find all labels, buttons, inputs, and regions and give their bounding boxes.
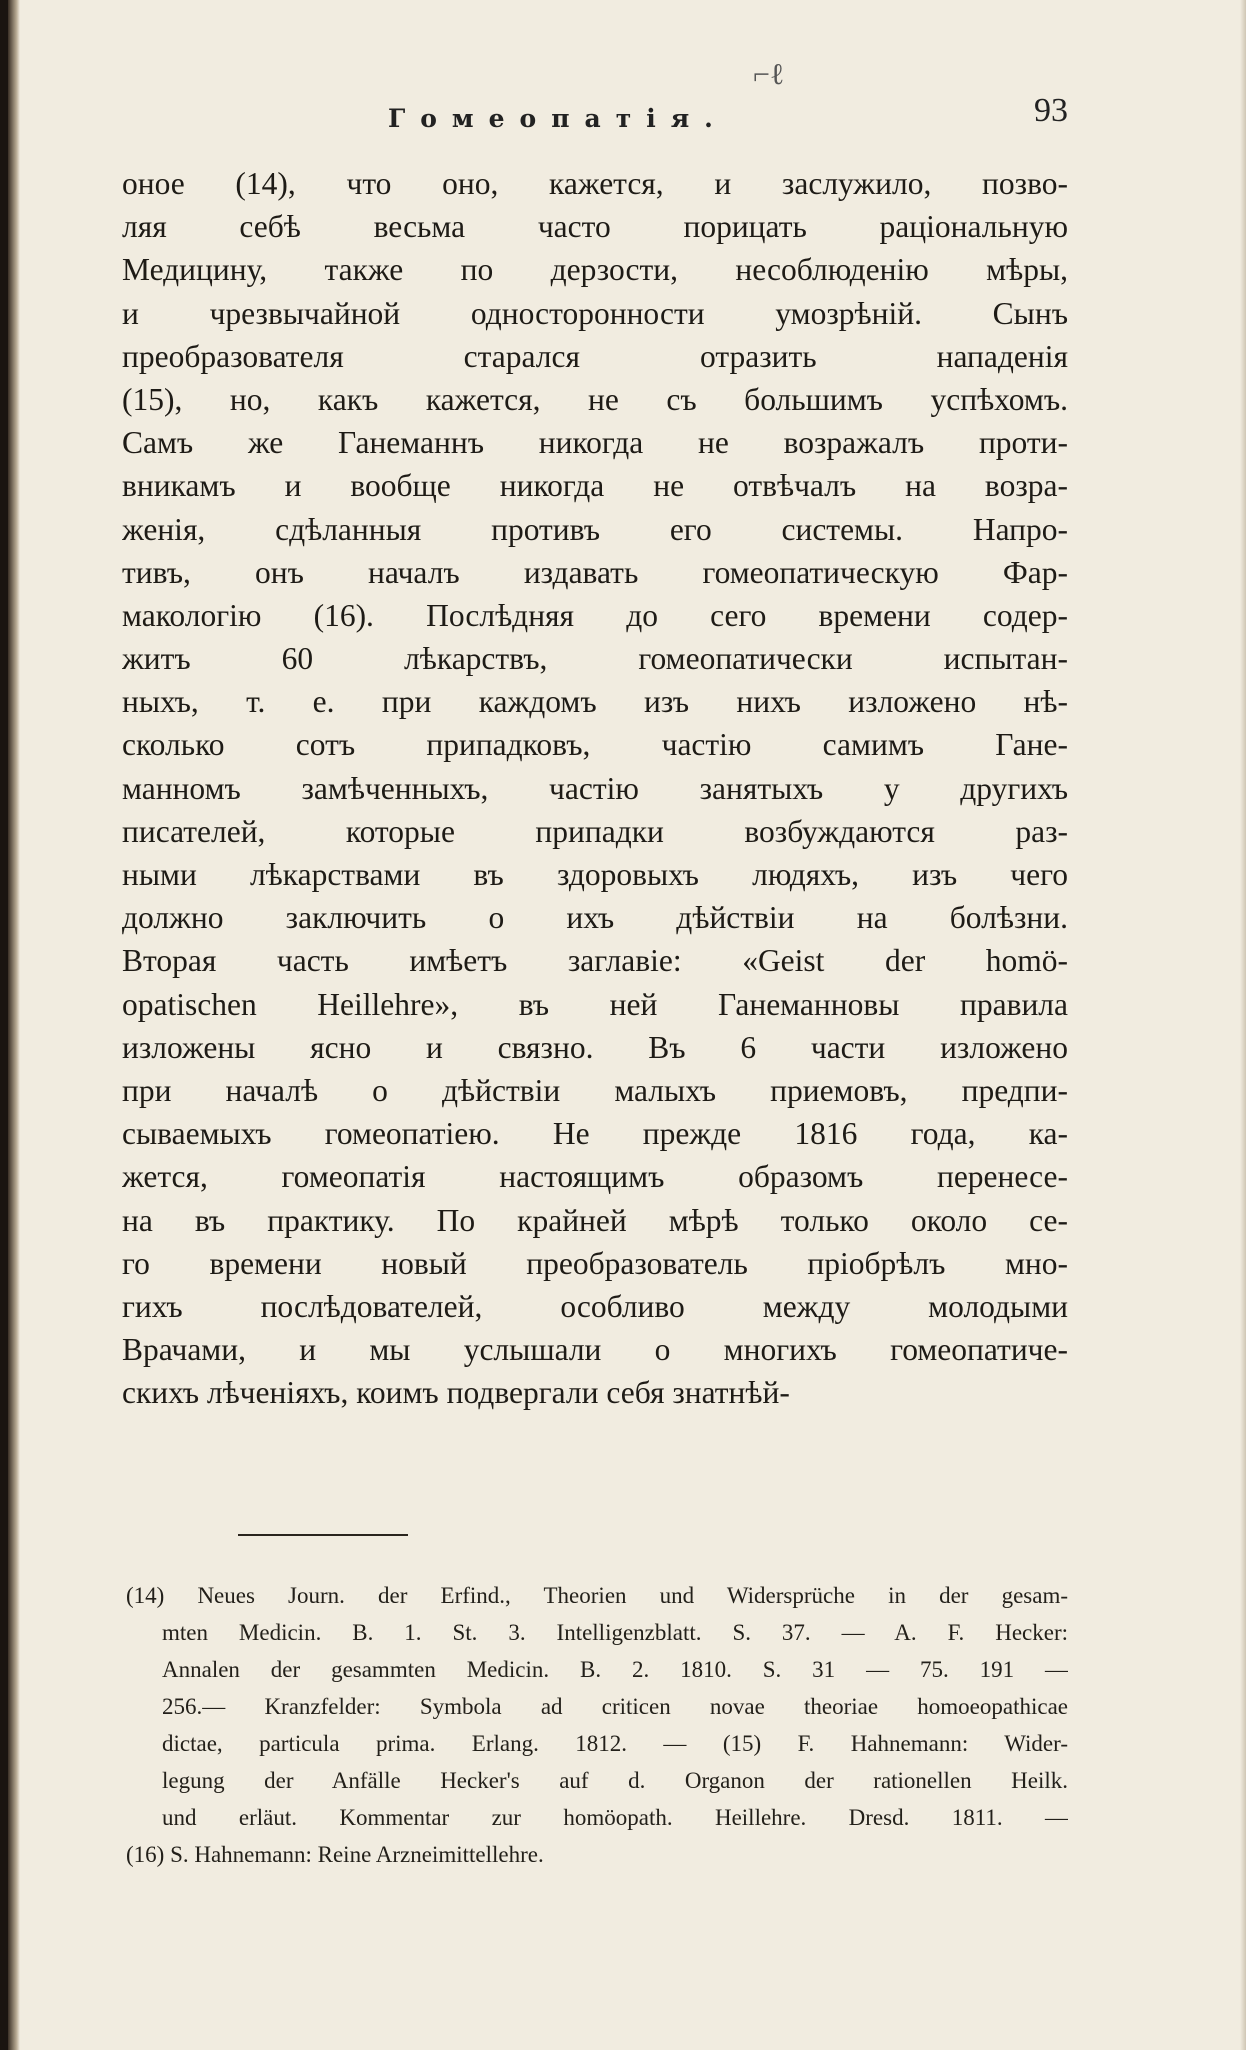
footnote-line: 256.— Kranzfelder: Symbola ad criticen novae theoriae homoeopathicae [162,1694,1068,1719]
page-header [388,92,1068,140]
text-line: и чрезвычайной односторонности умозрѣній. Сынъ [122,295,1068,331]
text-line: (15), но, какъ кажется, не съ большимъ успѣхомъ. [122,381,1068,417]
text-line: го времени новый преобразователь пріобрѣлъ мно- [122,1245,1068,1281]
footnote-line: (16) S. Hahnemann: Reine Arzneimittellehre. [126,1842,544,1867]
footnote-separator [238,1534,408,1536]
text-line: вникамъ и вообще никогда не отвѣчалъ на возра- [122,468,1068,504]
text-line: макологію (16). Послѣдняя до сего времени содер- [122,597,1068,633]
text-line: жется, гомеопатія настоящимъ образомъ перенесе- [122,1159,1068,1195]
text-line: Медицину, также по дерзости, несоблюденію мѣры, [122,252,1068,288]
text-line: Врачами, и мы услышали о многихъ гомеопатиче- [122,1332,1068,1368]
text-line: ными лѣкарствами въ здоровыхъ людяхъ, изъ чего [122,857,1068,892]
text-line: изложены ясно и связно. Въ 6 части изложено [122,1029,1068,1065]
text-line: должно заключить о ихъ дѣйствіи на болѣзни. [122,900,1068,936]
footnote-line: Annalen der gesammten Medicin. B. 2. 1810. S. 31 — 75. 191 — [162,1657,1068,1682]
text-line: оное (14), что оно, кажется, и заслужило, позво- [122,166,1068,201]
text-line: преобразователя старался отразить нападенія [122,338,1068,374]
main-text [122,162,1068,1414]
text-line: скихъ лѣченіяхъ, коимъ подвергали себя знатнѣй- [122,1375,790,1411]
text-line: манномъ замѣченныхъ, частію занятыхъ у другихъ [122,770,1068,806]
footnote-line: mten Medicin. B. 1. St. 3. Intelligenzblatt. S. 37. — A. F. Hecker: [162,1620,1068,1645]
text-line: ляя себѣ весьма часто порицать раціональную [122,209,1068,245]
text-line: Вторая часть имѣетъ заглавіе: «Geist der homö- [122,943,1068,979]
footnote-line: legung der Anfälle Hecker's auf d. Organon der rationellen Heilk. [162,1768,1068,1793]
footnote-line: und erläut. Kommentar zur homöopath. Heillehre. Dresd. 1811. — [162,1805,1068,1830]
footnotes [126,1577,1068,1873]
text-line: на въ практику. По крайней мѣрѣ только около се- [122,1202,1068,1238]
text-line: тивъ, онъ началъ издавать гомеопатическую Фар- [122,554,1068,590]
text-line: Самъ же Ганеманнъ никогда не возражалъ проти- [122,425,1068,461]
book-page [8,0,1246,2050]
text-line: ныхъ, т. е. при каждомъ изъ нихъ изложено нѣ- [122,684,1068,720]
handwritten-mark: ⌐ℓ [753,58,785,91]
text-line: гихъ послѣдователей, особливо между молодыми [122,1288,1068,1324]
text-line: сколько сотъ припадковъ, частію самимъ Гане- [122,727,1068,763]
text-line: opatischen Heillehre», въ ней Ганеманновы правила [122,986,1068,1022]
text-line: при началѣ о дѣйствіи малыхъ приемовъ, предпи- [122,1072,1068,1108]
text-line: житъ 60 лѣкарствъ, гомеопатически испытан- [122,641,1068,677]
running-head: Гомеопатія. [388,104,728,133]
footnote-line: dictae, particula prima. Erlang. 1812. — (15) F. Hahnemann: Wider- [162,1731,1068,1756]
text-line: писателей, которые припадки возбуждаются раз- [122,813,1068,849]
page-gutter-shadow [8,0,20,2050]
text-line: женія, сдѣланныя противъ его системы. Напро- [122,511,1068,547]
text-line: сываемыхъ гомеопатіею. Не прежде 1816 года, ка- [122,1116,1068,1152]
footnote-line: (14) Neues Journ. der Erfind., Theorien und Widersprüche in der gesam- [126,1583,1068,1608]
page-number: 93 [1034,92,1068,129]
page-right-edge [1240,0,1246,2050]
